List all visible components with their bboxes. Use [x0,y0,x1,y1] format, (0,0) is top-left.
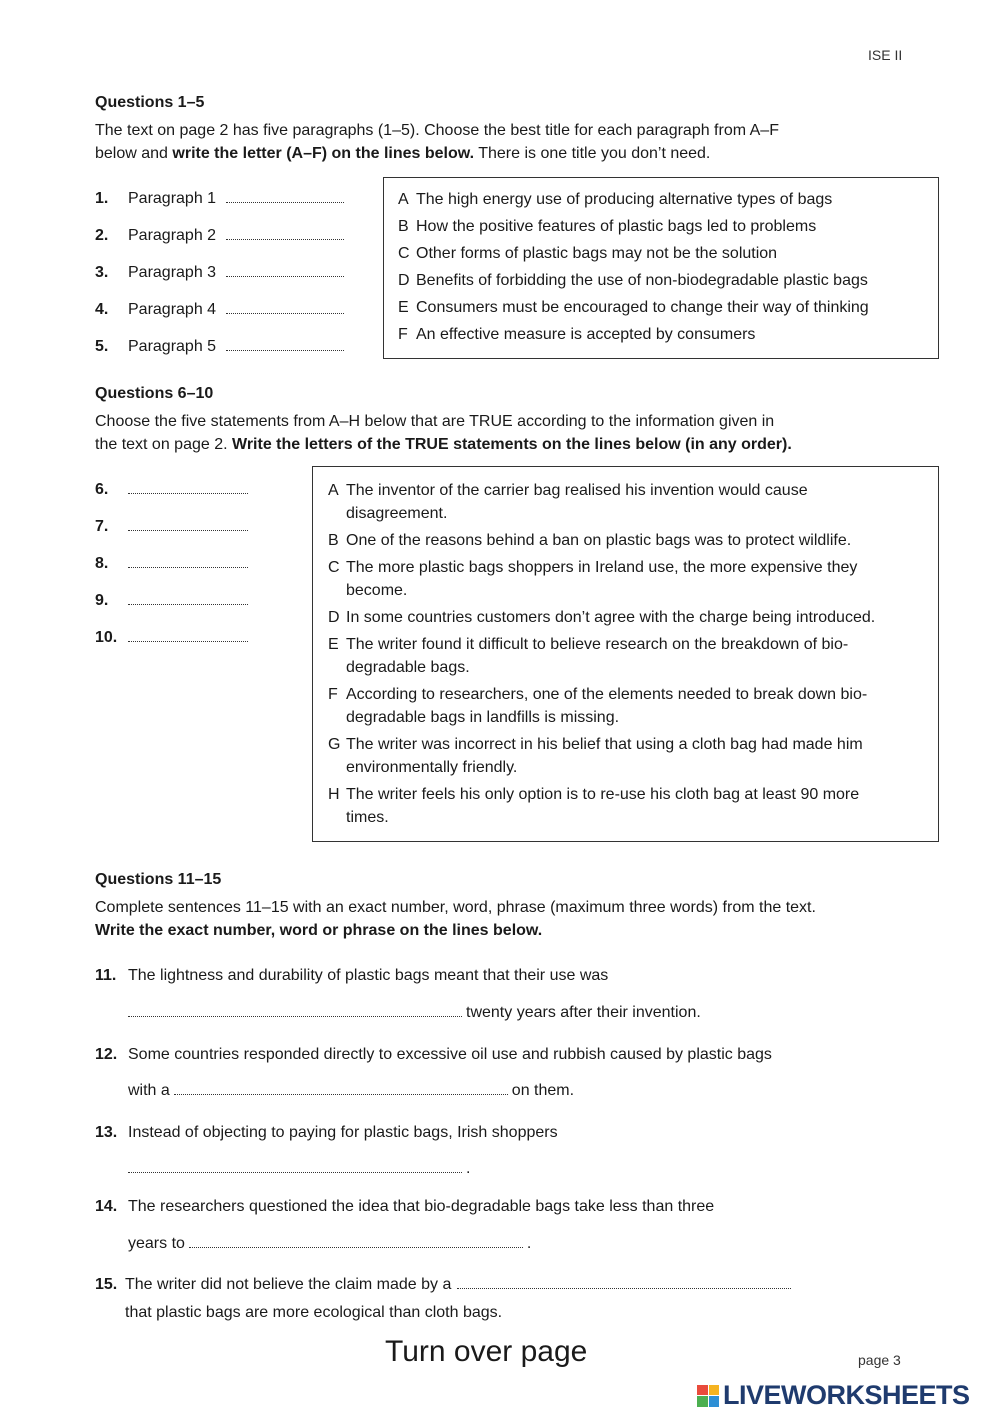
answer-row-7: 7. [95,518,248,536]
title-option-c: C Other forms of plastic bags may not be the solution [398,245,778,262]
statement-f: F According to researchers, one of the elements needed to break down bio-degradable bags in landfills is missing. [328,686,868,726]
liveworksheets-logo [697,1380,970,1411]
section-1-instructions: The text on page 2 has five paragraphs (1–5). Choose the best title for each paragraph from A–F below and write the letter (A–F) on the lines below. There is one title you don’t need. [95,122,779,162]
answer-line-10[interactable] [128,640,248,642]
statement-c: C The more plastic bags shoppers in Ireland use, the more expensive they become. [328,559,858,599]
answer-row-2: 2. Paragraph 2 [95,227,344,245]
question-11-line: twenty years after their invention. [128,1004,701,1022]
answer-row-6: 6. [95,481,248,499]
answer-line-6[interactable] [128,492,248,494]
page-number: page 3 [858,1352,901,1368]
answer-row-10: 10. [95,629,248,647]
statement-b: B One of the reasons behind a ban on plastic bags was to protect wildlife. [328,532,852,549]
question-14: 14. The researchers questioned the idea that bio-degradable bags take less than three [95,1198,715,1215]
question-13: 13. Instead of objecting to paying for plastic bags, Irish shoppers [95,1124,558,1141]
answer-row-8: 8. [95,555,248,573]
answer-line-12[interactable] [174,1094,508,1095]
answer-line-4[interactable] [226,312,344,314]
section-1-heading: Questions 1–5 [95,94,205,111]
question-13-line: . [128,1160,470,1178]
section-3-heading: Questions 11–15 [95,871,222,888]
section-2-instructions: Choose the five statements from A–H below that are TRUE according to the information given in the text on page 2. Write the letters of the TRUE statements on the lines below (in any order). [95,413,792,453]
title-option-a: A The high energy use of producing alternative types of bags [398,191,833,208]
title-option-b: B How the positive features of plastic bags led to problems [398,218,817,235]
answer-line-2[interactable] [226,238,344,240]
answer-line-7[interactable] [128,529,248,531]
answer-line-11[interactable] [128,1016,462,1017]
question-11: 11. The lightness and durability of plastic bags meant that their use was [95,967,609,984]
question-12: 12. Some countries responded directly to excessive oil use and rubbish caused by plastic bags [95,1046,772,1063]
answer-line-9[interactable] [128,603,248,605]
answer-row-5: 5. Paragraph 5 [95,338,344,356]
answer-row-1: 1. Paragraph 1 [95,190,344,208]
statement-d: D In some countries customers don’t agree with the charge being introduced. [328,609,876,626]
answer-row-4: 4. Paragraph 4 [95,301,344,319]
section-3-instructions: Complete sentences 11–15 with an exact number, word, phrase (maximum three words) from the text. Write the exact number, word or phrase on the lines below. [95,899,816,939]
title-option-e: E Consumers must be encouraged to change their way of thinking [398,299,869,316]
title-option-f: F An effective measure is accepted by consumers [398,326,756,343]
question-15-continuation: that plastic bags are more ecological than cloth bags. [125,1304,503,1321]
section-2-heading: Questions 6–10 [95,385,214,402]
question-15: 15. The writer did not believe the claim made by a [95,1276,791,1294]
statement-e: E The writer found it difficult to believe research on the breakdown of bio-degradable bags. [328,636,849,676]
answer-line-13[interactable] [128,1172,462,1173]
liveworksheets-logo-icon [697,1385,719,1407]
question-14-line: years to . [128,1235,532,1252]
statement-a: A The inventor of the carrier bag realised his invention would cause disagreement. [328,482,808,522]
answer-line-14[interactable] [189,1247,523,1248]
answer-line-5[interactable] [226,349,344,351]
answer-line-3[interactable] [226,275,344,277]
exam-tag: ISE II [868,47,903,63]
answer-line-8[interactable] [128,566,248,568]
turn-over-text: Turn over page [385,1335,588,1368]
statement-h: H The writer feels his only option is to re-use his cloth bag at least 90 more times. [328,786,860,826]
logo-text: LIVEWORKSHEETS [723,1380,970,1410]
question-12-line: with a on them. [128,1082,575,1099]
statements-box [312,466,939,842]
answer-line-15[interactable] [457,1288,791,1289]
titles-box [383,177,939,359]
answer-row-3: 3. Paragraph 3 [95,264,344,282]
answer-line-1[interactable] [226,201,344,203]
title-option-d: D Benefits of forbidding the use of non-biodegradable plastic bags [398,272,868,289]
answer-row-9: 9. [95,592,248,610]
statement-g: G The writer was incorrect in his belief that using a cloth bag had made him environmentally friendly. [328,736,863,776]
